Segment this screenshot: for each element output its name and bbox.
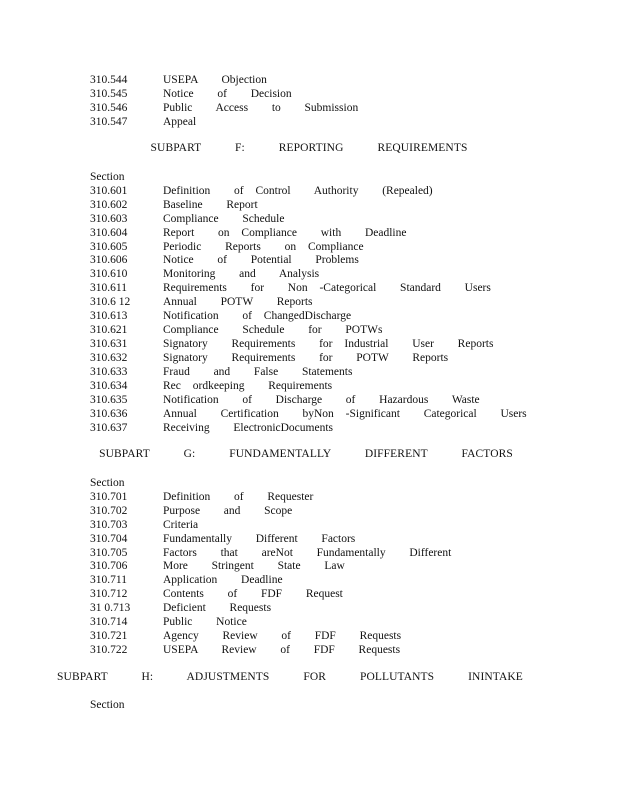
section-label: Section xyxy=(90,699,125,712)
section-number: 310.721 xyxy=(90,630,128,643)
section-number: 310.706 xyxy=(90,560,128,573)
section-title: Contents of FDF Request xyxy=(163,588,343,601)
section-number: 31 0.713 xyxy=(90,602,131,615)
section-title: Periodic Reports on Compliance xyxy=(163,240,364,253)
section-title: Rec ordkeeping Requirements xyxy=(163,380,333,392)
section-title: Application Deadline xyxy=(163,574,283,587)
section-number: 310.712 xyxy=(90,588,128,601)
section-number: 310.602 xyxy=(90,198,128,211)
section-title: Compliance Schedule for POTWs xyxy=(163,324,383,337)
section-number: 310.604 xyxy=(90,226,128,239)
section-number: 310.601 xyxy=(90,184,128,197)
section-title: Notification of ChangedDischarge xyxy=(163,310,352,323)
section-title: Report on Compliance with Deadline xyxy=(163,226,407,239)
subpart-heading: SUBPART F: REPORTING REQUIREMENTS xyxy=(150,142,468,155)
section-title: Deficient Requests xyxy=(163,602,272,615)
section-title: Purpose and Scope xyxy=(163,504,293,517)
section-number: 310.546 xyxy=(90,101,128,114)
section-label: Section xyxy=(90,170,125,183)
section-number: 310.722 xyxy=(90,644,128,657)
section-number: 310.605 xyxy=(90,240,128,253)
section-number: 310.702 xyxy=(90,504,128,517)
section-title: Public Notice xyxy=(163,616,247,629)
section-title: Monitoring and Analysis xyxy=(163,268,320,281)
section-title: Receiving ElectronicDocuments xyxy=(163,421,334,434)
subpart-heading: SUBPART G: FUNDAMENTALLY DIFFERENT FACTORS xyxy=(99,448,513,461)
section-title: Notice of Decision xyxy=(163,87,292,100)
section-number: 310.637 xyxy=(90,421,128,434)
section-title: Notice of Potential Problems xyxy=(163,254,359,267)
section-number: 310.705 xyxy=(90,546,128,559)
section-title: Compliance Schedule xyxy=(163,212,285,225)
section-number: 310.613 xyxy=(90,310,128,323)
section-label: Section xyxy=(90,476,125,489)
section-title: Criteria xyxy=(163,518,199,531)
section-title: Signatory Requirements for POTW Reports xyxy=(163,352,449,365)
section-number: 310.545 xyxy=(90,87,128,100)
section-number: 310.636 xyxy=(90,407,128,420)
section-number: 310.701 xyxy=(90,490,128,503)
section-title: Annual POTW Reports xyxy=(163,296,313,309)
section-title: USEPA Review of FDF Requests xyxy=(163,644,401,657)
section-title: Fraud and False Statements xyxy=(163,366,353,379)
section-number: 310.632 xyxy=(90,352,128,365)
section-number: 310.634 xyxy=(90,380,128,392)
section-title: USEPA Objection xyxy=(163,74,267,86)
section-title: Factors that areNot Fundamentally Different xyxy=(163,546,452,559)
section-title: Definition of Requester xyxy=(163,490,314,503)
subpart-heading: SUBPART H: ADJUSTMENTS FOR POLLUTANTS ININTAKE xyxy=(57,670,523,683)
section-number: 310.633 xyxy=(90,366,128,379)
section-number: 310.704 xyxy=(90,532,128,545)
section-title: Definition of Control Authority (Repealed) xyxy=(163,184,433,197)
section-number: 310.606 xyxy=(90,254,128,267)
section-title: Notification of Discharge of Hazardous Waste xyxy=(163,393,480,406)
section-title: Requirements for Non -Categorical Standard Users xyxy=(163,282,491,295)
section-number: 310.703 xyxy=(90,518,128,531)
section-number: 310.547 xyxy=(90,115,128,128)
section-title: Annual Certification byNon -Significant Categorical Users xyxy=(163,407,527,420)
section-number: 310.714 xyxy=(90,616,128,629)
section-number: 310.635 xyxy=(90,393,128,406)
section-title: Public Access to Submission xyxy=(163,101,359,114)
section-title: Fundamentally Different Factors xyxy=(163,532,356,545)
section-number: 310.603 xyxy=(90,212,128,225)
section-number: 310.631 xyxy=(90,338,128,351)
section-number: 310.6 12 xyxy=(90,296,131,309)
section-number: 310.544 xyxy=(90,74,128,86)
section-number: 310.610 xyxy=(90,268,128,281)
section-title: Signatory Requirements for Industrial User Reports xyxy=(163,338,494,351)
section-number: 310.611 xyxy=(90,282,127,295)
section-number: 310.711 xyxy=(90,574,127,587)
section-number: 310.621 xyxy=(90,324,128,337)
section-title: Appeal xyxy=(163,115,197,128)
section-title: Agency Review of FDF Requests xyxy=(163,630,402,643)
section-title: Baseline Report xyxy=(163,198,258,211)
section-title: More Stringent State Law xyxy=(163,560,345,573)
